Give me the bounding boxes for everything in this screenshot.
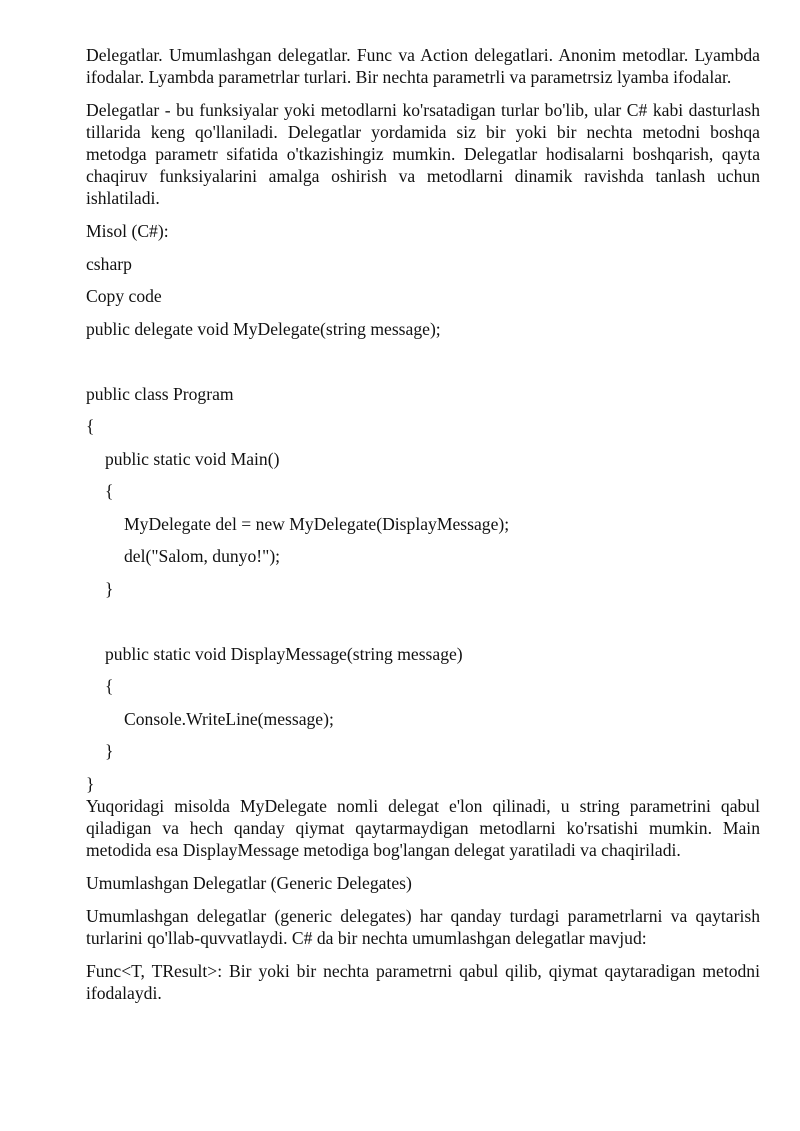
section-heading: Umumlashgan Delegatlar (Generic Delegates): [86, 873, 412, 893]
title-paragraph: Delegatlar. Umumlashgan delegatlar. Func va Action delegatlari. Anonim metodlar. Lyambda ifodalar. Lyambda parametrlar turlari. Bir nechta parametrli va parametrsiz lyamba ifodalar.: [86, 45, 760, 87]
code-language-label: csharp: [86, 253, 132, 274]
code-line: }: [105, 578, 114, 599]
code-line: Console.WriteLine(message);: [124, 708, 334, 729]
code-line: {: [86, 416, 95, 436]
generic-paragraph: Umumlashgan delegatlar (generic delegates) har qanday turdagi parametrlarni va qaytarish turlarini qo'llab-quvvatlaydi. C# da bir nechta umumlashgan delegatlar mavjud:: [86, 906, 760, 948]
code-line: public delegate void MyDelegate(string message);: [86, 318, 441, 339]
code-line: del("Salom, dunyo!");: [124, 546, 281, 566]
code-line: [86, 350, 760, 383]
document-page: [86, 44, 760, 1015]
code-line: public static void Main(): [105, 448, 280, 469]
code-block: [86, 318, 760, 806]
code-line: [86, 610, 760, 643]
code-line: }: [86, 773, 95, 794]
code-line: MyDelegate del = new MyDelegate(DisplayMessage);: [124, 513, 510, 534]
example-label: Misol (C#):: [86, 221, 169, 241]
intro-paragraph: Delegatlar - bu funksiyalar yoki metodlarni ko'rsatadigan turlar bo'lib, ular C# kabi dasturlash tillarida keng qo'llaniladi. Delegatlar yordamida siz bir yoki bir nechta metodni boshqa metodga parametr sifatida o'tkazishingiz mumkin. Delegatlar hodisalarni boshqarish, qayta chaqiruv funksiyalarini amalga oshirish va metodlarni dinamik ravishda tanlash uchun ishlatiladi.: [86, 100, 760, 208]
code-line: public static void DisplayMessage(string message): [105, 643, 463, 664]
copy-code-button[interactable]: Copy code: [86, 286, 162, 306]
explanation-paragraph: Yuqoridagi misolda MyDelegate nomli delegat e'lon qilinadi, u string parametrini qabul qiladigan va hech qanday qiymat qaytarmaydigan metodlarni ko'rsatishi mumkin. Main metodida esa DisplayMessage metodiga bog'langan delegat yaratiladi va chaqiriladi.: [86, 796, 760, 860]
code-line: {: [105, 481, 114, 501]
func-paragraph: Func<T, TResult>: Bir yoki bir nechta parametrni qabul qilib, qiymat qaytaradigan metodni ifodalaydi.: [86, 961, 760, 1003]
code-line: public class Program: [86, 383, 234, 404]
code-line: }: [105, 741, 114, 761]
code-line: {: [105, 676, 114, 696]
